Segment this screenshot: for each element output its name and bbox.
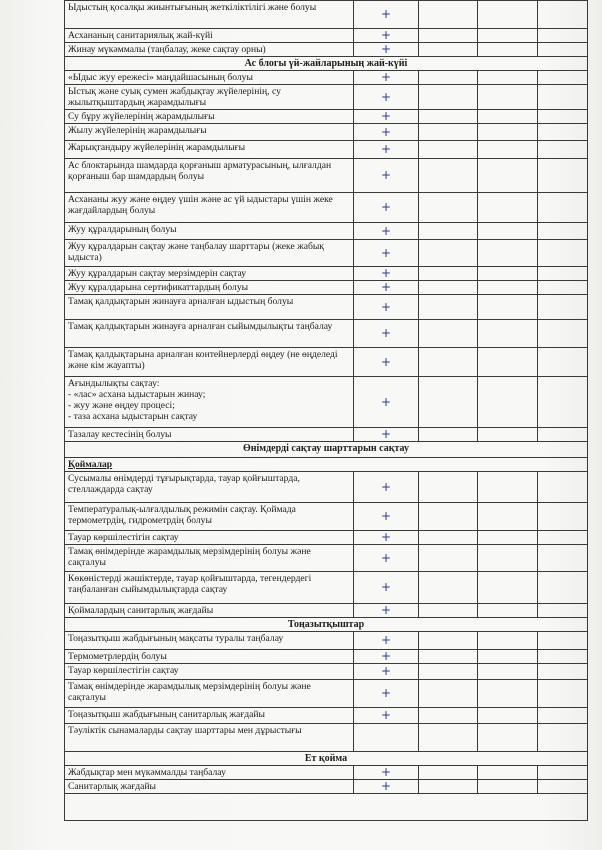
empty-cell	[478, 295, 538, 320]
check-mark-cell: +	[354, 377, 419, 428]
check-mark-cell: +	[354, 572, 419, 604]
empty-cell	[478, 377, 538, 428]
criterion-text: Тамақ өнімдерінде жарамдылық мерзімдерінің болуы және сақталуы	[65, 545, 354, 572]
table-right-border	[587, 0, 588, 820]
criterion-text: Тамақ қалдықтарын жинауға арналған ыдыстың болуы	[65, 295, 354, 320]
criterion-text: Тоңазытқыш жабдығының мақсаты туралы таңбалау	[65, 632, 354, 650]
criterion-text: Қоймалардың санитарлық жағдайы	[65, 604, 354, 618]
check-mark-cell: +	[354, 43, 419, 57]
empty-cell	[478, 572, 538, 604]
criterion-text: Ыстық және суық сумен жабдықтау жүйелерінің, су жылытқыштардың жарамдылығы	[65, 85, 354, 110]
table-row	[65, 1, 588, 29]
check-mark-cell: +	[354, 632, 419, 650]
check-mark-cell: +	[354, 545, 419, 572]
table-row	[65, 708, 588, 724]
check-mark-cell: +	[354, 348, 419, 377]
empty-cell	[537, 472, 587, 503]
section-heading: Ас блогы үй-жайларының жай-күйі	[65, 57, 588, 71]
empty-cell	[418, 680, 478, 708]
empty-cell	[478, 1, 538, 29]
empty-cell	[537, 159, 587, 193]
empty-cell	[418, 159, 478, 193]
criterion-text: Ас блоктарында шамдарда қорғаныш арматурасының, ылғалдан қорғаныш бар шамдардың болуы	[65, 159, 354, 193]
empty-cell	[478, 320, 538, 348]
criterion-text: Асхананы жуу және өңдеу үшін және ас үй ыдыстары үшін жеке жағдайлардың болуы	[65, 193, 354, 223]
empty-cell	[478, 281, 538, 295]
table-row	[65, 43, 588, 57]
empty-cell	[418, 320, 478, 348]
empty-cell	[478, 780, 538, 794]
empty-cell	[478, 223, 538, 240]
empty-cell	[478, 71, 538, 85]
criterion-text: Температуралық-ылғалдылық режимін сақтау. Қоймада термометрдің, гидрометрдің болуы	[65, 503, 354, 531]
criterion-text: Жылу жүйелерінің жарамдылығы	[65, 124, 354, 141]
check-mark-cell: +	[354, 240, 419, 267]
check-mark-cell: +	[354, 664, 419, 680]
empty-cell	[537, 124, 587, 141]
check-mark-cell: +	[354, 472, 419, 503]
empty-cell	[478, 632, 538, 650]
section-row	[65, 442, 588, 458]
check-mark-cell: +	[354, 29, 419, 43]
table-row	[65, 632, 588, 650]
check-mark-cell: +	[354, 281, 419, 295]
empty-cell	[537, 348, 587, 377]
empty-cell	[478, 348, 538, 377]
criterion-text: Термометрлердің болуы	[65, 650, 354, 664]
table-row	[65, 320, 588, 348]
empty-cell	[537, 71, 587, 85]
empty-cell	[478, 545, 538, 572]
table-row	[65, 124, 588, 141]
check-mark-cell: +	[354, 708, 419, 724]
empty-cell	[537, 1, 587, 29]
check-mark-cell: +	[354, 295, 419, 320]
empty-cell	[418, 766, 478, 780]
table-row	[65, 193, 588, 223]
table-row	[65, 85, 588, 110]
empty-cell	[537, 85, 587, 110]
table-row	[65, 281, 588, 295]
check-mark-cell: +	[354, 193, 419, 223]
empty-cell	[537, 780, 587, 794]
empty-cell	[418, 43, 478, 57]
empty-cell	[537, 428, 587, 442]
criterion-text: Тамақ қалдықтарын жинауға арналған сыйымдылықты таңбалау	[65, 320, 354, 348]
criterion-text: Ағындылықты сақтау: - «лас» асхана ыдыстарын жинау; - жуу және өңдеу процесі; - таза асхана ыдыстарын сақтау	[65, 377, 354, 428]
table-row	[65, 428, 588, 442]
empty-cell	[418, 377, 478, 428]
table-row	[65, 780, 588, 794]
table-row	[65, 141, 588, 159]
empty-cell	[418, 85, 478, 110]
table-row	[65, 766, 588, 780]
empty-cell	[537, 295, 587, 320]
empty-cell	[478, 680, 538, 708]
table-row	[65, 267, 588, 281]
empty-cell	[478, 708, 538, 724]
criterion-text: Тауар көршілестігін сақтау	[65, 531, 354, 545]
check-mark-cell: +	[354, 124, 419, 141]
table-bottom-border	[64, 820, 588, 821]
criterion-text: Су бұру жүйелерінің жарамдылығы	[65, 110, 354, 124]
empty-cell	[418, 1, 478, 29]
section-row	[65, 57, 588, 71]
criterion-text: Жуу құралдарының болуы	[65, 223, 354, 240]
empty-cell	[537, 320, 587, 348]
criterion-text: Ыдыстың қосалқы жиынтығының жеткіліктілігі және болуы	[65, 1, 354, 29]
criterion-text: Тоңазытқыш жабдығының санитарлық жағдайы	[65, 708, 354, 724]
table-row	[65, 680, 588, 708]
table-row	[65, 240, 588, 267]
section-heading: Өнімдерді сақтау шарттарын сақтау	[65, 442, 588, 458]
criterion-text: Тамақ қалдықтарына арналған контейнерлерді өңдеу (не өңделеді және кім жауапты)	[65, 348, 354, 377]
empty-cell	[418, 545, 478, 572]
check-mark-cell: +	[354, 141, 419, 159]
empty-cell	[418, 780, 478, 794]
inspection-checklist-table	[64, 0, 588, 794]
subsection-heading: Қоймалар	[65, 458, 588, 472]
check-mark-cell: +	[354, 780, 419, 794]
empty-cell	[478, 141, 538, 159]
empty-cell	[537, 650, 587, 664]
empty-cell	[418, 632, 478, 650]
check-mark-cell: +	[354, 110, 419, 124]
criterion-text: Асхананың санитариялық жай-күйі	[65, 29, 354, 43]
empty-cell	[418, 71, 478, 85]
table-row	[65, 604, 588, 618]
empty-cell	[478, 43, 538, 57]
empty-cell	[537, 545, 587, 572]
check-mark-cell: +	[354, 85, 419, 110]
table-row	[65, 664, 588, 680]
empty-cell	[418, 664, 478, 680]
empty-cell	[537, 267, 587, 281]
check-mark-cell: +	[354, 680, 419, 708]
empty-cell	[478, 604, 538, 618]
empty-cell	[537, 281, 587, 295]
empty-cell	[537, 766, 587, 780]
empty-cell	[478, 650, 538, 664]
table-row	[65, 724, 588, 752]
empty-cell	[418, 240, 478, 267]
check-mark-cell: +	[354, 159, 419, 193]
empty-cell	[537, 632, 587, 650]
empty-cell	[478, 428, 538, 442]
empty-cell	[418, 110, 478, 124]
table-row	[65, 650, 588, 664]
section-row	[65, 752, 588, 766]
table-row	[65, 572, 588, 604]
empty-cell	[478, 85, 538, 110]
criterion-text: Сусымалы өнімдерді тұғырықтарда, тауар қойғыштарда, стеллаждарда сақтау	[65, 472, 354, 503]
empty-cell	[418, 472, 478, 503]
empty-cell	[418, 531, 478, 545]
table-row	[65, 159, 588, 193]
empty-cell	[537, 193, 587, 223]
empty-cell	[537, 664, 587, 680]
check-mark-cell: +	[354, 1, 419, 29]
empty-cell	[418, 124, 478, 141]
check-mark-cell: +	[354, 766, 419, 780]
empty-cell	[418, 281, 478, 295]
check-mark-cell: +	[354, 604, 419, 618]
criterion-text: Тәуліктік сынамаларды сақтау шарттары мен дұрыстығы	[65, 724, 354, 752]
empty-cell	[537, 141, 587, 159]
empty-cell	[537, 680, 587, 708]
empty-cell	[478, 664, 538, 680]
table-left-border	[64, 0, 65, 820]
empty-cell	[478, 766, 538, 780]
empty-cell	[537, 604, 587, 618]
empty-cell	[418, 428, 478, 442]
table-row	[65, 29, 588, 43]
empty-cell	[418, 141, 478, 159]
criterion-text: «Ыдыс жуу ережесі» маңдайшасының болуы	[65, 71, 354, 85]
empty-cell	[418, 223, 478, 240]
empty-cell	[537, 503, 587, 531]
section-row	[65, 618, 588, 632]
criterion-text: Жуу құралдарына сертификаттардың болуы	[65, 281, 354, 295]
empty-cell	[537, 240, 587, 267]
empty-cell	[418, 295, 478, 320]
empty-cell	[537, 223, 587, 240]
table-row	[65, 531, 588, 545]
check-mark-cell: +	[354, 650, 419, 664]
empty-cell	[478, 267, 538, 281]
check-mark-cell: +	[354, 267, 419, 281]
empty-cell	[418, 193, 478, 223]
criterion-text: Жинау мүкәммалы (таңбалау, жеке сақтау орны)	[65, 43, 354, 57]
empty-cell	[418, 572, 478, 604]
empty-cell	[478, 159, 538, 193]
empty-cell	[537, 724, 587, 752]
empty-cell	[537, 29, 587, 43]
empty-cell	[478, 193, 538, 223]
empty-cell	[478, 110, 538, 124]
criterion-text: Санитарлық жағдайы	[65, 780, 354, 794]
empty-cell	[478, 503, 538, 531]
check-mark-cell: +	[354, 71, 419, 85]
empty-cell	[537, 708, 587, 724]
empty-cell	[478, 531, 538, 545]
criterion-text: Жабдықтар мен мүкәммалды таңбалау	[65, 766, 354, 780]
empty-cell	[478, 29, 538, 43]
empty-cell	[478, 724, 538, 752]
section-heading: Ет қойма	[65, 752, 588, 766]
table-row	[65, 223, 588, 240]
empty-cell	[418, 267, 478, 281]
criterion-text: Жуу құралдарын сақтау және таңбалау шарттары (жеке жабық ыдыста)	[65, 240, 354, 267]
table-row	[65, 110, 588, 124]
empty-cell	[537, 110, 587, 124]
table-row	[65, 295, 588, 320]
table-row	[65, 545, 588, 572]
check-mark-cell: +	[354, 531, 419, 545]
empty-cell	[418, 650, 478, 664]
criterion-text: Тазалау кестесінің болуы	[65, 428, 354, 442]
check-mark-cell: +	[354, 428, 419, 442]
criterion-text: Тамақ өнімдерінде жарамдылық мерзімдерінің болуы және сақталуы	[65, 680, 354, 708]
table-row	[65, 348, 588, 377]
table-row	[65, 71, 588, 85]
empty-cell	[478, 472, 538, 503]
check-mark-cell	[354, 724, 419, 752]
empty-cell	[537, 572, 587, 604]
criterion-text: Жарықтандыру жүйелерінің жарамдылығы	[65, 141, 354, 159]
check-mark-cell: +	[354, 503, 419, 531]
empty-cell	[418, 503, 478, 531]
table-row	[65, 472, 588, 503]
empty-cell	[537, 531, 587, 545]
check-mark-cell: +	[354, 223, 419, 240]
criterion-text: Тауар көршілестігін сақтау	[65, 664, 354, 680]
check-mark-cell: +	[354, 320, 419, 348]
section-row	[65, 458, 588, 472]
section-heading: Тоңазытқыштар	[65, 618, 588, 632]
empty-cell	[418, 604, 478, 618]
empty-cell	[537, 43, 587, 57]
criterion-text: Көкөністерді жәшіктерде, тауар қойғыштарда, тегендердегі таңбаланған сыйымдылықтарда сақтау	[65, 572, 354, 604]
table-row	[65, 377, 588, 428]
empty-cell	[478, 124, 538, 141]
empty-cell	[478, 240, 538, 267]
table-row	[65, 503, 588, 531]
empty-cell	[418, 348, 478, 377]
empty-cell	[537, 377, 587, 428]
empty-cell	[418, 708, 478, 724]
criterion-text: Жуу құралдарын сақтау мерзімдерін сақтау	[65, 267, 354, 281]
empty-cell	[418, 724, 478, 752]
empty-cell	[418, 29, 478, 43]
